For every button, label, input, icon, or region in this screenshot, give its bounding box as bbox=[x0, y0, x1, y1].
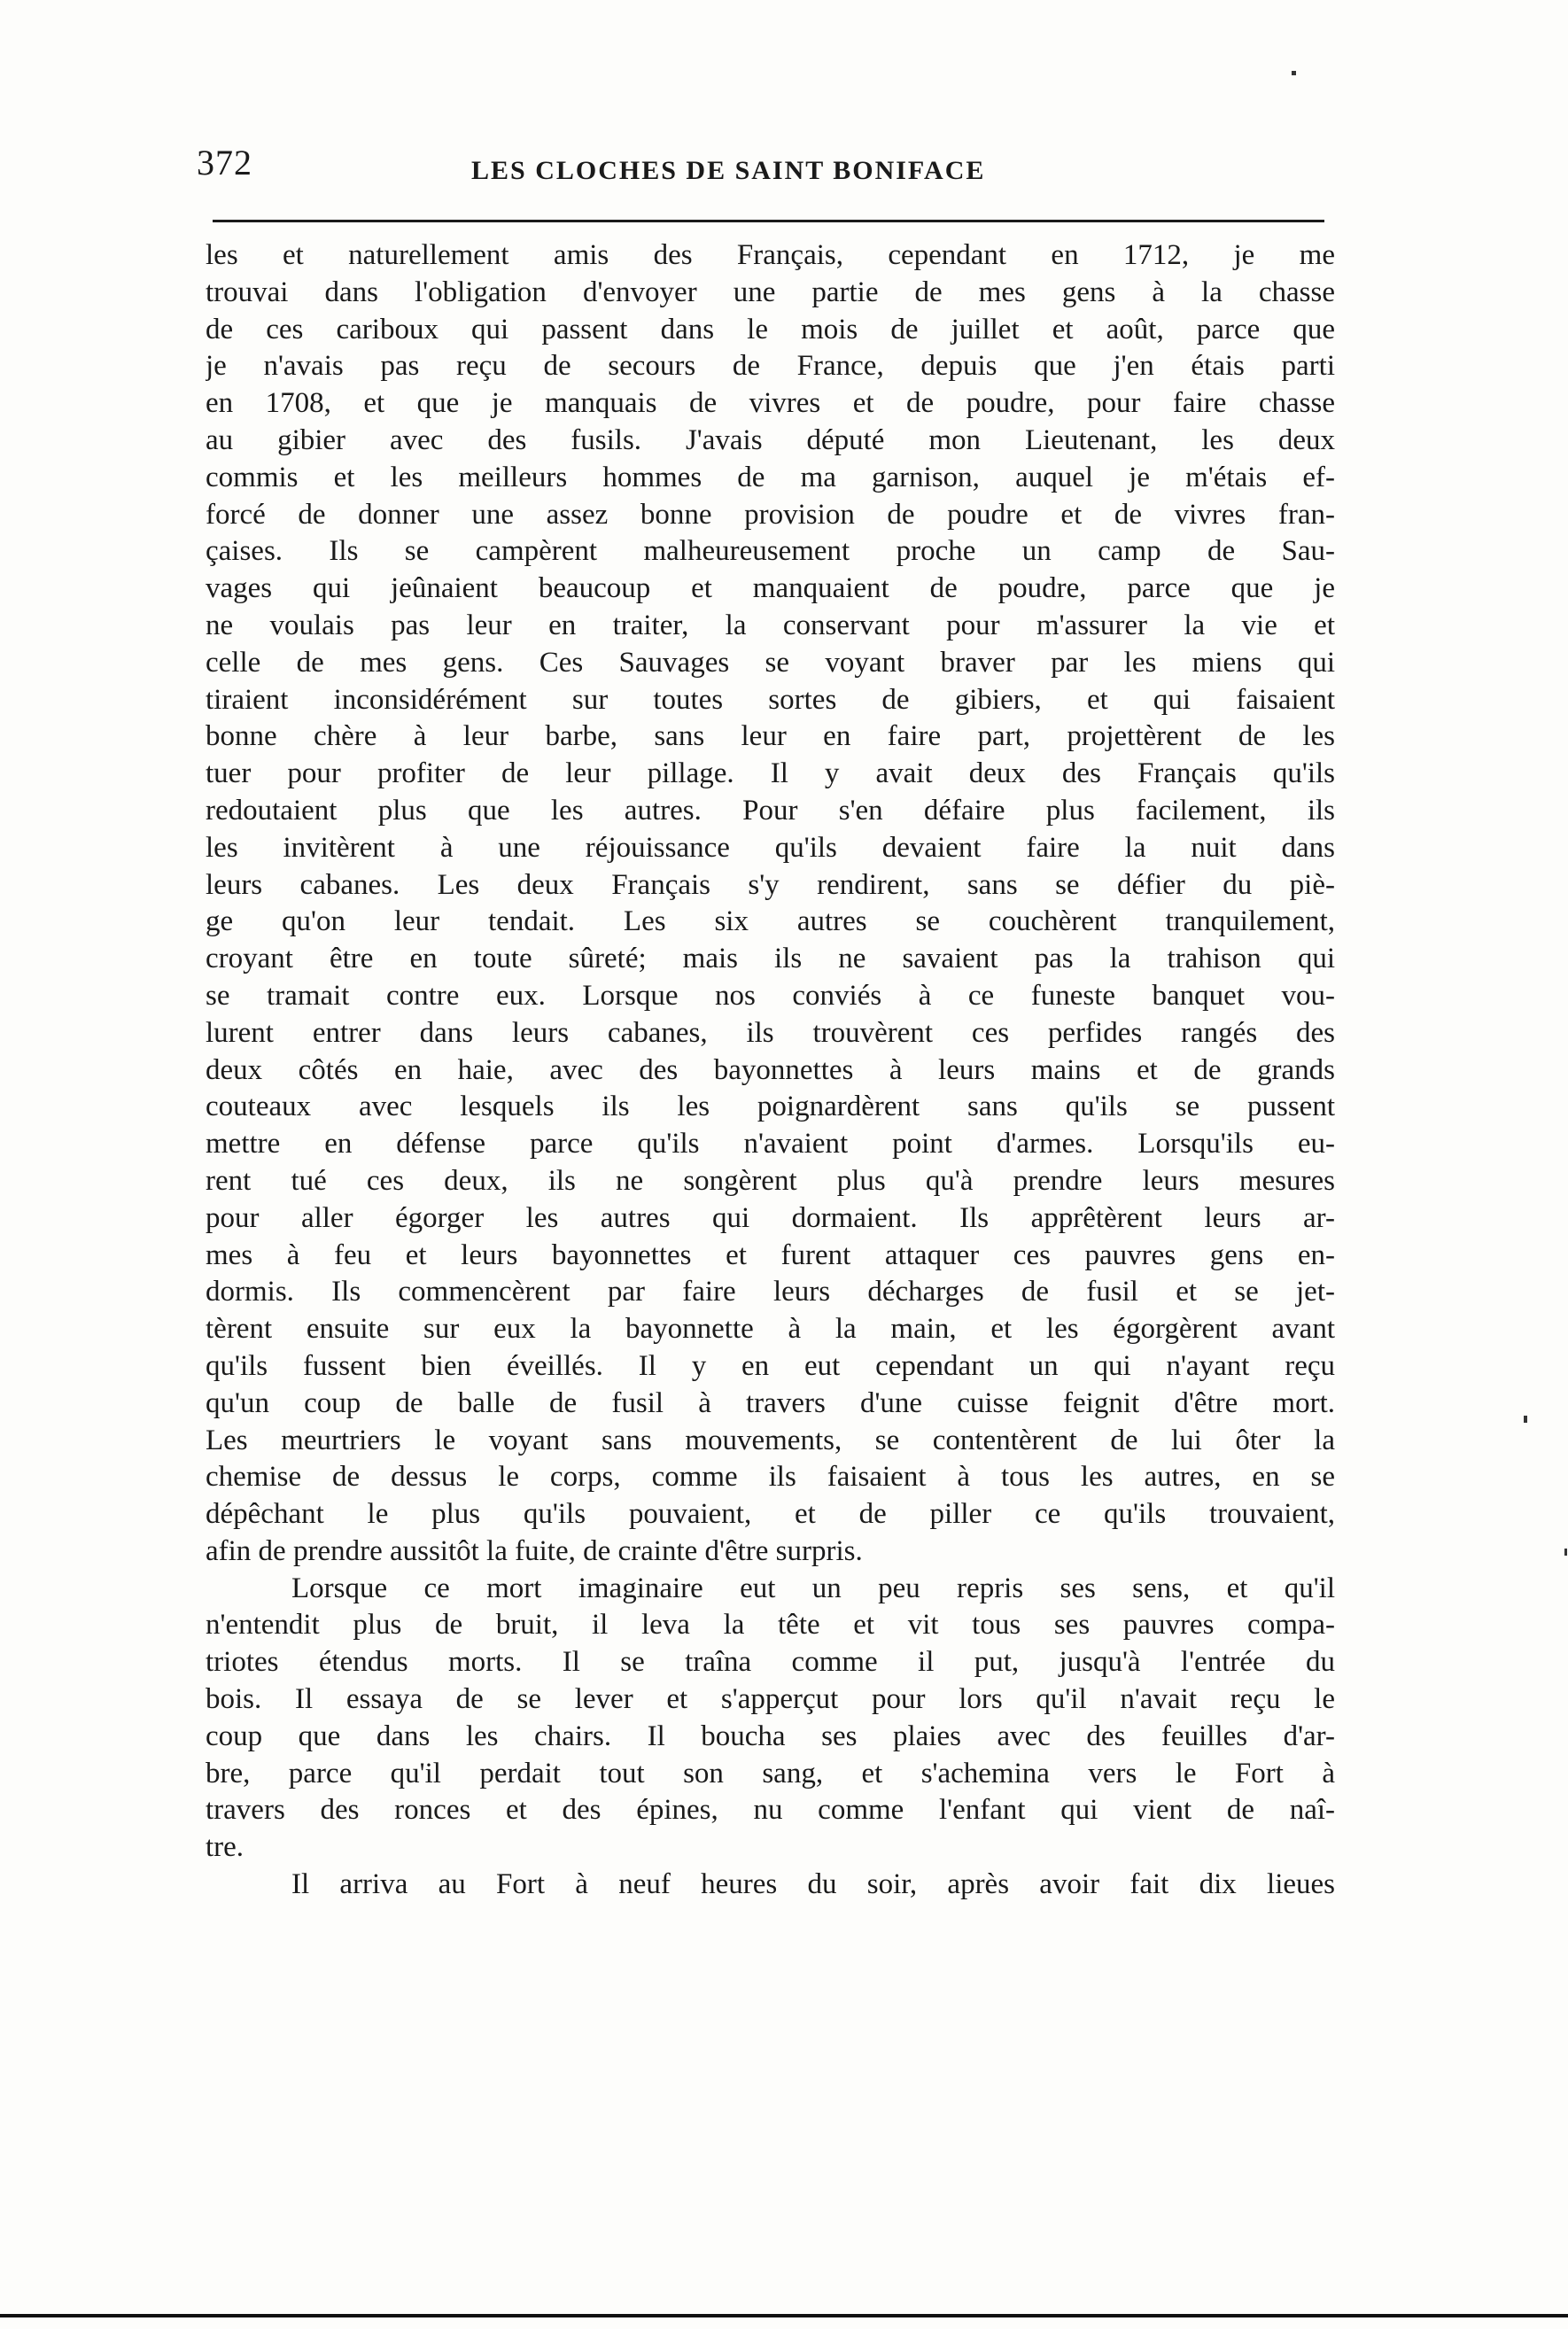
text-line: mettre en défense parce qu'ils n'avaient point d'armes. Lorsqu'ils eu- bbox=[206, 1128, 1335, 1161]
text-line: commis et les meilleurs hommes de ma garnison, auquel je m'étais ef- bbox=[206, 461, 1335, 493]
page-number: 372 bbox=[197, 143, 252, 182]
text-line: n'entendit plus de bruit, il leva la tête et vit tous ses pauvres compa- bbox=[206, 1609, 1335, 1642]
text-line: çaises. Ils se campèrent malheureusement proche un camp de Sau- bbox=[206, 535, 1335, 568]
text-line: bonne chère à leur barbe, sans leur en faire part, projettèrent de les bbox=[206, 720, 1335, 753]
text-line: croyant être en toute sûreté; mais ils ne savaient pas la trahison qui bbox=[206, 943, 1335, 975]
text-line: ne voulais pas leur en traiter, la conservant pour m'assurer la vie et bbox=[206, 609, 1335, 641]
text-line: redoutaient plus que les autres. Pour s'en défaire plus facilement, ils bbox=[206, 794, 1335, 827]
text-line: couteaux avec lesquels ils les poignardèrent sans qu'ils se pussent bbox=[206, 1091, 1335, 1123]
text-line: lurent entrer dans leurs cabanes, ils trouvèrent ces perfides rangés des bbox=[206, 1016, 1335, 1049]
running-title: LES CLOCHES DE SAINT BONIFACE bbox=[471, 156, 986, 185]
text-line: Lorsque ce mort imaginaire eut un peu repris ses sens, et qu'il bbox=[291, 1572, 1335, 1604]
text-line: bois. Il essaya de se lever et s'apperçut pour lors qu'il n'avait reçu le bbox=[206, 1683, 1335, 1716]
text-line: dépêchant le plus qu'ils pouvaient, et de piller ce qu'ils trouvaient, bbox=[206, 1498, 1335, 1531]
text-line: tiraient inconsidérément sur toutes sortes de gibiers, et qui faisaient bbox=[206, 683, 1335, 716]
text-line: celle de mes gens. Ces Sauvages se voyant braver par les miens qui bbox=[206, 646, 1335, 679]
text-line: de ces cariboux qui passent dans le mois de juillet et août, parce que bbox=[206, 313, 1335, 345]
text-line: Il arriva au Fort à neuf heures du soir, après avoir fait dix lieues bbox=[291, 1868, 1335, 1901]
scan-speck bbox=[1524, 1416, 1527, 1423]
scan-speck bbox=[1292, 71, 1296, 75]
text-line: qu'ils fussent bien éveillés. Il y en eut cependant un qui n'ayant reçu bbox=[206, 1349, 1335, 1382]
text-line: leurs cabanes. Les deux Français s'y rendirent, sans se défier du piè- bbox=[206, 868, 1335, 901]
text-line: afin de prendre aussitôt la fuite, de crainte d'être surpris. bbox=[206, 1534, 863, 1567]
text-line: ge qu'on leur tendait. Les six autres se couchèrent tranquilement, bbox=[206, 905, 1335, 938]
text-line: vages qui jeûnaient beaucoup et manquaient de poudre, parce que je bbox=[206, 572, 1335, 605]
scan-bottom-edge bbox=[0, 2314, 1568, 2317]
text-line: trouvai dans l'obligation d'envoyer une partie de mes gens à la chasse bbox=[206, 276, 1335, 308]
page-header bbox=[197, 142, 1326, 204]
text-line: mes à feu et leurs bayonnettes et furent attaquer ces pauvres gens en- bbox=[206, 1238, 1335, 1271]
text-line: pour aller égorger les autres qui dormaient. Ils apprêtèrent leurs ar- bbox=[206, 1201, 1335, 1234]
text-line: tre. bbox=[206, 1831, 245, 1864]
text-line: tuer pour profiter de leur pillage. Il y avait deux des Français qu'ils bbox=[206, 757, 1335, 790]
text-line: les et naturellement amis des Français, cependant en 1712, je me bbox=[206, 239, 1335, 271]
text-line: les invitèrent à une réjouissance qu'ils devaient faire la nuit dans bbox=[206, 831, 1335, 864]
text-line: Les meurtriers le voyant sans mouvements, se contentèrent de lui ôter la bbox=[206, 1424, 1335, 1456]
text-line: coup que dans les chairs. Il boucha ses plaies avec des feuilles d'ar- bbox=[206, 1720, 1335, 1752]
text-line: tèrent ensuite sur eux la bayonnette à la main, et les égorgèrent avant bbox=[206, 1313, 1335, 1346]
text-line: forcé de donner une assez bonne provision de poudre et de vivres fran- bbox=[206, 498, 1335, 531]
text-line: au gibier avec des fusils. J'avais député mon Lieutenant, les deux bbox=[206, 423, 1335, 456]
text-line: en 1708, et que je manquais de vivres et de poudre, pour faire chasse bbox=[206, 387, 1335, 420]
scan-speck bbox=[1564, 1549, 1567, 1556]
header-rule bbox=[213, 220, 1324, 222]
text-line: triotes étendus morts. Il se traîna comme il put, jusqu'à l'entrée du bbox=[206, 1646, 1335, 1679]
text-line: travers des ronces et des épines, nu comme l'enfant qui vient de naî- bbox=[206, 1794, 1335, 1827]
text-line: chemise de dessus le corps, comme ils faisaient à tous les autres, en se bbox=[206, 1461, 1335, 1494]
text-line: qu'un coup de balle de fusil à travers d'une cuisse feignit d'être mort. bbox=[206, 1386, 1335, 1419]
text-line: dormis. Ils commencèrent par faire leurs décharges de fusil et se jet- bbox=[206, 1276, 1335, 1308]
text-line: je n'avais pas reçu de secours de France, depuis que j'en étais parti bbox=[206, 350, 1335, 383]
body-text bbox=[206, 237, 1335, 1904]
text-line: bre, parce qu'il perdait tout son sang, et s'achemina vers le Fort à bbox=[206, 1757, 1335, 1789]
text-line: rent tué ces deux, ils ne songèrent plus qu'à prendre leurs mesures bbox=[206, 1164, 1335, 1197]
text-line: se tramait contre eux. Lorsque nos conviés à ce funeste banquet vou- bbox=[206, 979, 1335, 1012]
text-line: deux côtés en haie, avec des bayonnettes à leurs mains et de grands bbox=[206, 1053, 1335, 1086]
